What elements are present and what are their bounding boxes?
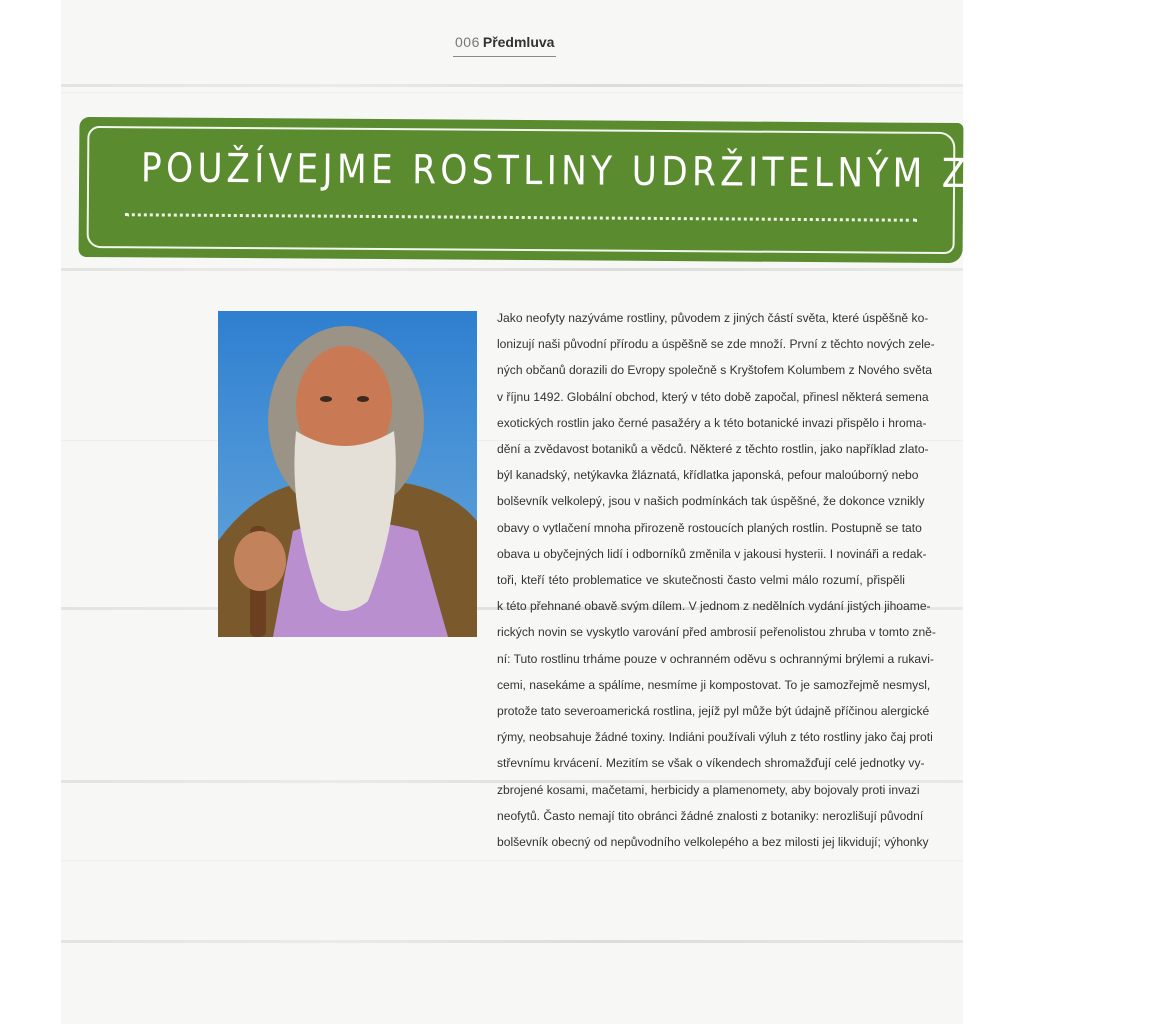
text-line: bolševník velkolepý, jsou v našich podmínkách tak úspěšné, že dokonce vznikly — [497, 494, 925, 509]
portrait-illustration — [218, 311, 477, 637]
text-line: toři, kteří této problematice ve skutečnosti často velmi málo rozumí, přispěli — [497, 573, 905, 588]
text-line: bolševník obecný od nepůvodního velkolepého a bez milosti jej likvidují; výhonky — [497, 835, 929, 850]
text-line: ní: Tuto rostlinu trháme pouze v ochranném oděvu s ochrannými brýlemi a rukavi- — [497, 651, 934, 666]
text-line: exotických rostlin jako černé pasažéry a k této botanické invazi přispělo i hroma- — [497, 415, 927, 430]
text-line: protože tato severoamerická rostlina, jejíž pyl může být údajně příčinou alergické — [497, 704, 930, 719]
body-paragraph — [497, 305, 936, 855]
text-line: lonizují naši původní přírodu a úspěšně se zde množí. První z těchto nových zele- — [497, 337, 935, 352]
page-number: 006 — [455, 34, 480, 50]
text-line: ných občanů dorazili do Evropy společně s Kryštofem Kolumbem z Nového světa — [497, 363, 932, 378]
text-line: dění a zvědavost botaniků a vědců. Některé z těchto rostlin, jako například zlato- — [497, 442, 929, 457]
text-line: k této přehnané obavě svým dílem. V jednom z nedělních vydání jistých jihoame- — [497, 599, 931, 614]
running-header — [453, 34, 556, 57]
text-line: v říjnu 1492. Globální obchod, který v této době započal, přinesl některá semena — [497, 389, 929, 404]
text-line: rýmy, neobsahuje žádné toxiny. Indiáni používali výluh z této rostliny jako čaj proti — [497, 730, 933, 745]
chapter-title: POUŽÍVEJME ROSTLINY UDRŽITELNÝM ZPŮSOBEM — [140, 145, 1170, 199]
text-line: střevnímu krvácení. Mezitím se však o víkendech shromažďují celé jednotky vy- — [497, 756, 925, 771]
author-portrait-photo — [218, 311, 477, 637]
text-line: obava u obyčejných lidí i odborníků změnila v jakousi hysterii. I novináři a redak- — [497, 546, 927, 561]
section-title: Předmluva — [482, 34, 555, 50]
text-line: zbrojené kosami, mačetami, herbicidy a plamenomety, aby bojovaly proti invazi — [497, 782, 920, 797]
chapter-banner — [79, 117, 1170, 263]
plank-seam — [61, 84, 963, 87]
book-page — [61, 0, 1170, 1024]
plank-seam — [61, 940, 963, 943]
text-line: rických novin se vyskytlo varování před ambrosií peřenolistou zhruba v tomto zně- — [497, 625, 936, 640]
wood-grain — [61, 860, 963, 861]
text-line: neofytů. Často nemají tito obránci žádné znalosti z botaniky: nerozlišují původní — [497, 808, 924, 823]
text-line: cemi, nasekáme a spálíme, nesmíme ji kompostovat. To je samozřejmě nesmysl, — [497, 677, 931, 692]
text-line: býl kanadský, netýkavka žláznatá, křídlatka japonská, pefour maloúborný nebo — [497, 468, 919, 483]
plank-seam — [61, 268, 963, 271]
wood-grain — [61, 92, 963, 93]
text-line: obavy o vytlačení mnoha přirozeně rostoucích planých rostlin. Postupně se tato — [497, 520, 922, 535]
text-line: Jako neofyty nazýváme rostliny, původem z jiných částí světa, které úspěšně ko- — [497, 311, 929, 325]
